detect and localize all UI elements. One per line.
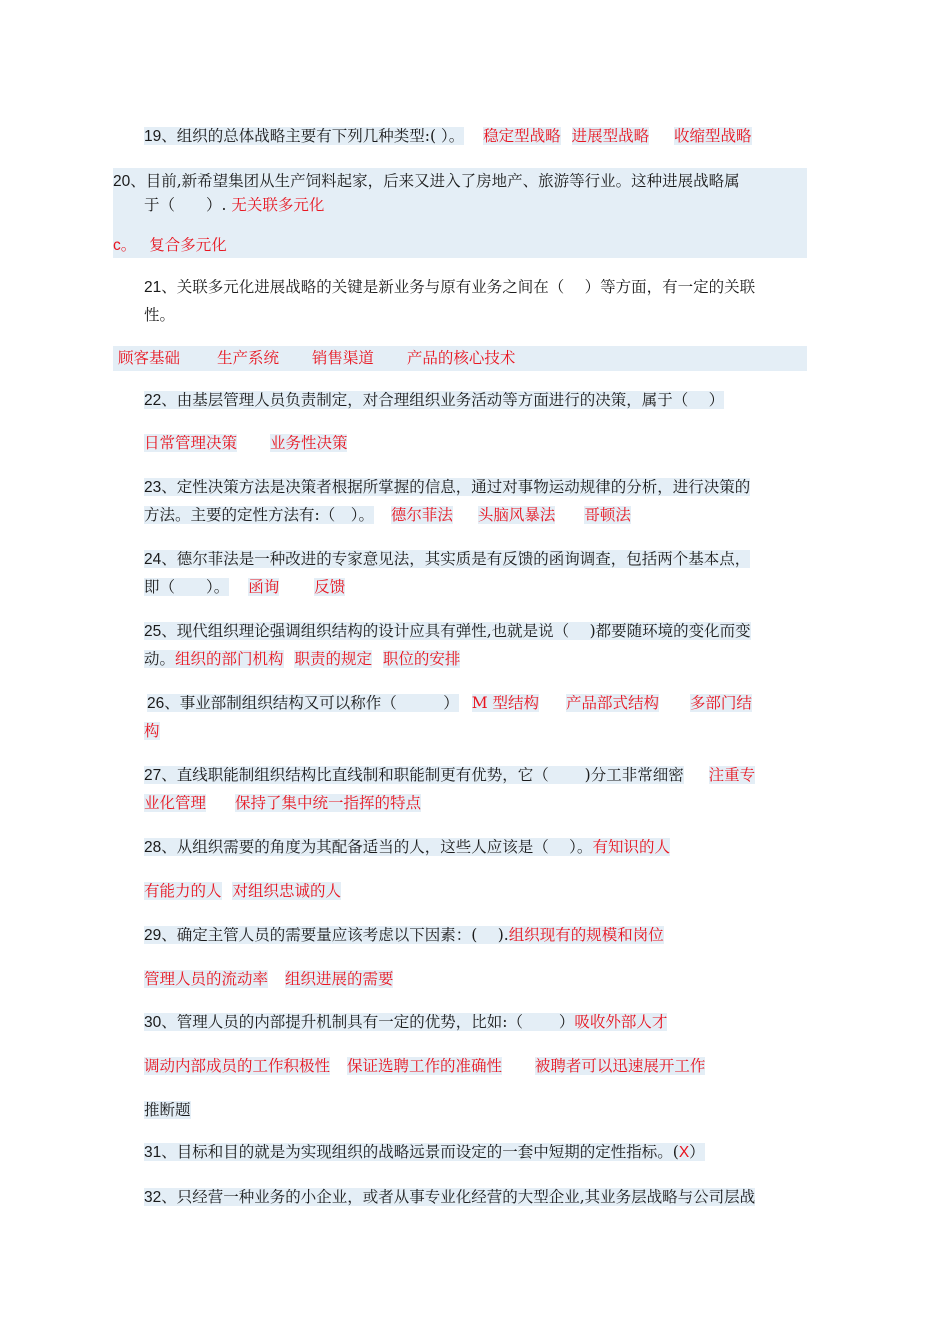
q23-line-2: [144, 504, 631, 526]
q24-text-2: 即（ ）。: [144, 578, 230, 596]
q29-answer-2: 管理人员的流动率: [144, 970, 269, 988]
q27-answer-1: 注重专: [708, 766, 756, 784]
q29-answer-3: 组织进展的需要: [284, 970, 394, 988]
q29-line: [144, 924, 664, 947]
q19-answer-2: 进展型战略: [571, 127, 650, 145]
q30-answer-3: 保证选聘工作的准确性: [346, 1057, 502, 1075]
q24-line-2: [144, 576, 345, 598]
q22-line: [144, 389, 724, 412]
q19-text: 、组织的总体战略主要有下列几种类型:( ）。: [161, 127, 465, 145]
q20-answer-1: 无关联多元化: [231, 196, 325, 214]
q22-answers: [144, 432, 347, 454]
q24-line-1: [144, 548, 750, 571]
q29-text: 、确定主管人员的需要量应该考虑以下因素：( ).: [161, 926, 509, 944]
q20-line-3: [113, 234, 227, 257]
q23-text-1: 、定性决策方法是决策者根据所掌握的信息，通过对事物运动规律的分析，进行决策的: [161, 478, 751, 496]
q24-answer-2: 反馈: [314, 578, 346, 596]
q28-line: [144, 836, 670, 859]
q21-answer-4: 产品的核心技术: [406, 349, 516, 367]
q20-line-2: [144, 194, 324, 216]
q19-answer-1: 稳定型战略: [483, 127, 561, 145]
q30-answer-1: 吸收外部人才: [574, 1013, 668, 1031]
q21-number: 21: [144, 279, 162, 296]
q23-text-2: 方法。主要的定性方法有:（ ）。: [144, 506, 374, 524]
q26-line-1: [147, 692, 752, 715]
q20-number: 20: [113, 173, 131, 190]
q19-answer-3: 收缩型战略: [674, 127, 752, 145]
section-heading: [144, 1099, 191, 1121]
q25-line-2: [144, 648, 460, 670]
q20-text-2: 于（ ）.: [144, 196, 227, 214]
q25-line-1: [144, 620, 751, 643]
q20-line-1: [113, 170, 740, 193]
q24-text-1: 、德尔菲法是一种改进的专家意见法，其实质是有反馈的函询调查，包括两个基本点，: [161, 550, 751, 568]
q26-number: 26: [147, 695, 165, 712]
q19-number: 19: [144, 128, 162, 145]
q20-answer-2: 复合多元化: [149, 236, 227, 254]
q26-line-2: [144, 720, 160, 742]
q26-answer-2: 产品部式结构: [565, 694, 659, 712]
q20-option-c: c。: [113, 237, 137, 254]
q29-answer-1: 组织现有的规模和岗位: [508, 926, 664, 944]
q21-answer-2: 生产系统: [216, 349, 279, 367]
q25-answer-1: 组织的部门机构: [175, 650, 284, 668]
q32-text: 、只经营一种业务的小企业，或者从事专业化经营的大型企业,其业务层战略与公司层战: [161, 1188, 756, 1206]
q25-text-1: 、现代组织理论强调组织结构的设计应具有弹性,也就是说（ )都要随环境的变化而变: [161, 622, 751, 640]
q25-number: 25: [144, 623, 162, 640]
q23-answer-1: 德尔菲法: [390, 506, 453, 524]
q27-line-2: [144, 792, 421, 814]
q27-text-1: 、直线职能制组织结构比直线制和职能制更有优势，它（ )分工非常细密: [161, 766, 684, 784]
q21-text-2: 性。: [144, 306, 176, 324]
q30-answer-4: 被聘者可以迅速展开工作: [534, 1057, 706, 1075]
q30-number: 30: [144, 1014, 162, 1031]
q31-number: 31: [144, 1144, 162, 1161]
q30-answers: [144, 1055, 705, 1077]
section-title: 推断题: [144, 1101, 191, 1119]
q21-line-1: [144, 276, 755, 299]
q20-text-1: 、目前,新希望集团从生产饲料起家，后来又进入了房地产、旅游等行业。这种进展战略属: [130, 172, 740, 190]
q28-text: 、从组织需要的角度为其配备适当的人，这些人应该是（ ）。: [161, 838, 593, 856]
q23-answer-3: 哥顿法: [584, 506, 631, 524]
q30-line: [144, 1011, 667, 1034]
q24-number: 24: [144, 551, 162, 568]
q31-line: [144, 1141, 705, 1164]
q30-text: 、管理人员的内部提升机制具有一定的优势，比如:（ ）: [161, 1013, 575, 1031]
q28-number: 28: [144, 839, 162, 856]
q22-answer-1: 日常管理决策: [144, 434, 238, 452]
q31-answer: X: [678, 1144, 690, 1161]
q22-answer-2: 业务性决策: [269, 434, 348, 452]
q22-number: 22: [144, 392, 162, 409]
q25-answer-2: 职责的规定: [294, 650, 372, 668]
q24-answer-1: 函询: [248, 578, 280, 596]
q21-text-1: 、关联多元化进展战略的关键是新业务与原有业务之间在（ ）等方面，有一定的关联: [161, 278, 756, 296]
q32-number: 32: [144, 1189, 162, 1206]
q27-answer-2: 保持了集中统一指挥的特点: [234, 794, 421, 812]
q29-number: 29: [144, 927, 162, 944]
q19-line: [144, 125, 752, 148]
q21-answer-1: 顾客基础: [118, 349, 181, 367]
q30-answer-2: 调动内部成员的工作积极性: [144, 1057, 331, 1075]
q26-answer-1: M 型结构: [471, 694, 540, 712]
q22-text: 、由基层管理人员负责制定，对合理组织业务活动等方面进行的决策，属于（ ）: [161, 391, 725, 409]
q27-answer-1-tail: 业化管理: [144, 794, 207, 812]
q23-line-1: [144, 476, 750, 499]
q28-answers: [144, 880, 341, 902]
q23-answer-2: 头脑风暴法: [477, 506, 556, 524]
q28-answer-2: 有能力的人: [144, 882, 222, 900]
q28-answer-3: 对组织忠诚的人: [232, 882, 341, 900]
q21-answer-3: 销售渠道: [311, 349, 374, 367]
q31-close: ）: [689, 1143, 705, 1161]
q25-answer-3: 职位的安排: [382, 650, 461, 668]
q21-line-2: [144, 304, 175, 326]
q31-text: 、目标和目的就是为实现组织的战略远景而设定的一套中短期的定性指标。(: [161, 1143, 679, 1161]
q26-answer-3-tail: 构: [144, 722, 160, 740]
q27-line-1: [144, 764, 755, 787]
q26-answer-3: 多部门结: [689, 694, 752, 712]
q25-text-2: 动。: [144, 650, 176, 668]
q26-text-1: 、事业部制组织结构又可以称作（ ）: [164, 694, 459, 712]
q23-number: 23: [144, 479, 162, 496]
q28-answer-1: 有知识的人: [592, 838, 670, 856]
q27-number: 27: [144, 767, 162, 784]
q32-line: [144, 1186, 755, 1209]
q21-answers: [118, 347, 515, 369]
q29-answers: [144, 968, 393, 990]
